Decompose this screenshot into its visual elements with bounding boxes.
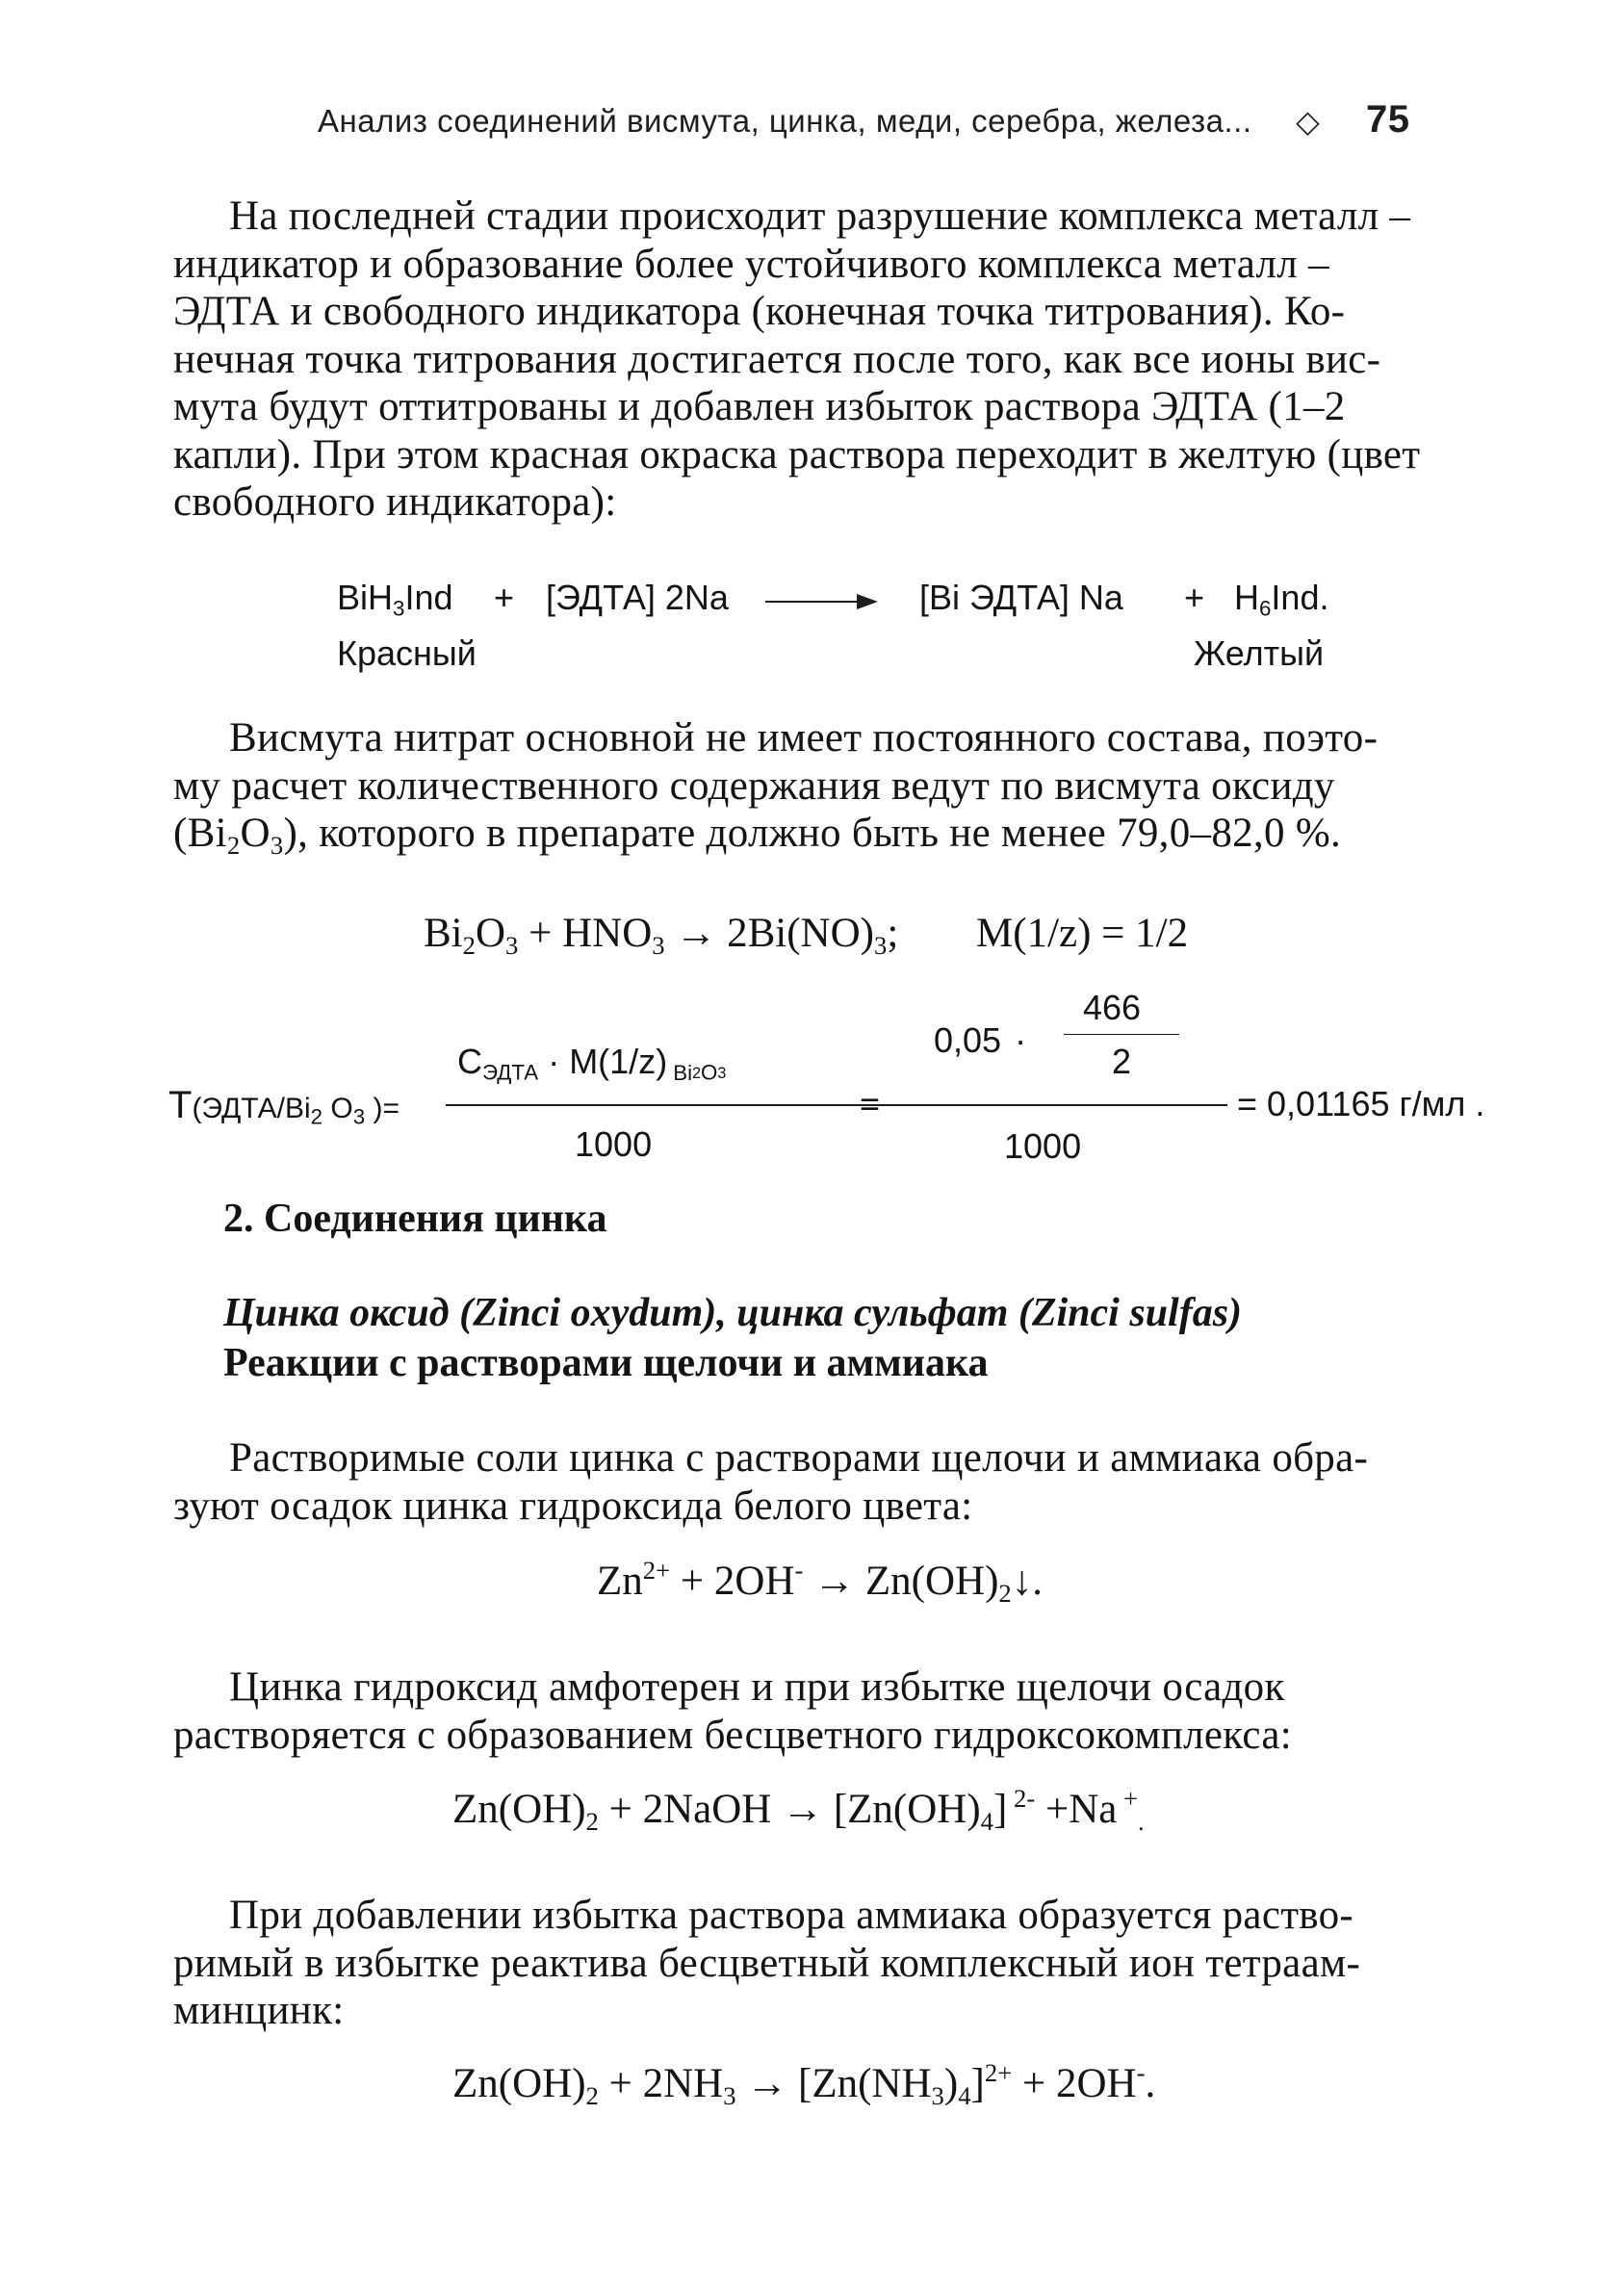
paragraph-4 — [173, 1663, 1497, 1759]
section-heading: 2. Соединения цинка — [223, 1197, 607, 1241]
reaction-1 — [337, 578, 1396, 683]
paragraph-line: Висмута нитрат основной не имеет постоянного состава, поэто- — [229, 715, 1379, 761]
inner-denominator: 2 — [1112, 1042, 1132, 1081]
color-label-yellow: Желтый — [1194, 633, 1325, 673]
paragraph-line: римый в избытке реактива бесцветный комплексный ион тетраам- — [173, 1940, 1361, 1986]
subheading-zinc-compounds: Цинка оксид (Zinci oxydum), цинка сульфат (Zinci sulfas) — [223, 1291, 1243, 1335]
reactant-edta-2na: [ЭДТА] 2Na — [546, 578, 729, 617]
reactant-bih3ind: BiH$_3$Ind — [337, 578, 453, 621]
titre-formula — [168, 988, 1535, 1194]
paragraph-line: $(Bi_2O_3)$, которого в препарате должно быть не менее 79,0–82,0 %. — [173, 811, 1342, 860]
numerator-2: 0,05 · — [934, 1020, 1027, 1060]
paragraph-line: зуют осадок цинка гидроксида белого цвета: — [173, 1483, 973, 1529]
inner-fraction-bar — [1064, 1034, 1179, 1035]
paragraph-line: При добавлении избытка раствора аммиака образуется раство- — [229, 1893, 1354, 1938]
paragraph-line: свободного индикатора): — [173, 479, 617, 525]
paragraph-1 — [173, 193, 1497, 527]
paragraph-line: минцинк: — [173, 1988, 345, 2033]
denominator-2: 1000 — [1004, 1126, 1082, 1166]
subheading-reactions: Реакции с растворами щелочи и аммиака — [223, 1341, 989, 1385]
plus-sign: + — [494, 578, 515, 617]
equals-sign: = — [860, 1084, 881, 1123]
color-label-red: Красный — [337, 633, 477, 673]
paragraph-line: мута будут оттитрованы и добавлен избыток раствора ЭДТА (1–2 — [173, 384, 1346, 429]
paragraph-line: Растворимые соли цинка с растворами щелочи и аммиака обра- — [229, 1435, 1369, 1481]
running-head-title: Анализ соединений висмута, цинка, меди, серебра, железа... — [318, 103, 1252, 139]
paragraph-line: На последней стадии происходит разрушение комплекса металл – — [229, 193, 1411, 239]
reaction-arrow-icon — [857, 594, 878, 609]
product-bi-edta-na: [Bi ЭДТА] Na — [919, 578, 1123, 617]
equation-zn-ammonia: $Zn(OH)_2 + 2NH_3 \to [Zn(NH_3)_4]^{2+} + 2OH^-$. — [452, 2058, 1156, 2110]
paragraph-line: нечная точка титрования достигается после того, как все ионы вис- — [173, 336, 1381, 382]
paragraph-line: индикатор и образование более устойчивого комплекса металл – — [173, 241, 1329, 287]
equation-bi2o3-hno3: $Bi_2O_3 + HNO_3 \to 2Bi(NO)_3$; M(1/z) = 1/2 — [424, 911, 1189, 960]
paragraph-line: ЭДТА и свободного индикатора (конечная точка титрования). Ко- — [173, 289, 1346, 334]
page-number: 75 — [1365, 98, 1410, 141]
inner-numerator: 466 — [1083, 988, 1142, 1027]
molar-factor: M(1/z) = 1/2 — [976, 911, 1189, 956]
paragraph-3 — [173, 1434, 1497, 1530]
paragraph-line: капли). При этом красная окраска раствора переходит в желтую (цвет — [173, 431, 1421, 477]
paragraph-2 — [173, 714, 1497, 858]
titre-lhs: $T(ЭДТА/Bi_2$ $O_3$ )= — [168, 1084, 400, 1129]
titre-result: = 0,01165 г/мл . — [1237, 1084, 1485, 1123]
equation-zn-hydroxide: $Zn^{2+} + 2OH^-$ → $Zn(OH)_2↓$. — [597, 1556, 1043, 1608]
running-head — [318, 98, 1502, 142]
paragraph-5 — [173, 1892, 1497, 2035]
fraction-bar-2 — [900, 1104, 1227, 1106]
product-h6ind: $H_6Ind$. — [1234, 578, 1329, 621]
numerator-1: $C_{ЭДТА} \cdot M(1/z)$ $_{Bi2O3}$ — [457, 1042, 727, 1085]
reaction-arrow-line — [765, 601, 862, 603]
paragraph-line: му расчет количественного содержания ведут по висмута оксиду — [173, 762, 1335, 809]
paragraph-line: Цинка гидроксид амфотерен и при избытке щелочи осадок — [229, 1664, 1285, 1710]
diamond-icon: ◇ — [1296, 104, 1321, 139]
equation-zn-naoh: $Zn(OH)_2$ + 2NaOH → $[Zn(OH)_4]$ $^{2-}$ +Na +$_.$ — [452, 1784, 1145, 1836]
plus-sign: + — [1184, 578, 1205, 617]
paragraph-line: растворяется с образованием бесцветного гидроксокомплекса: — [173, 1712, 1292, 1758]
denominator-1: 1000 — [575, 1124, 653, 1164]
